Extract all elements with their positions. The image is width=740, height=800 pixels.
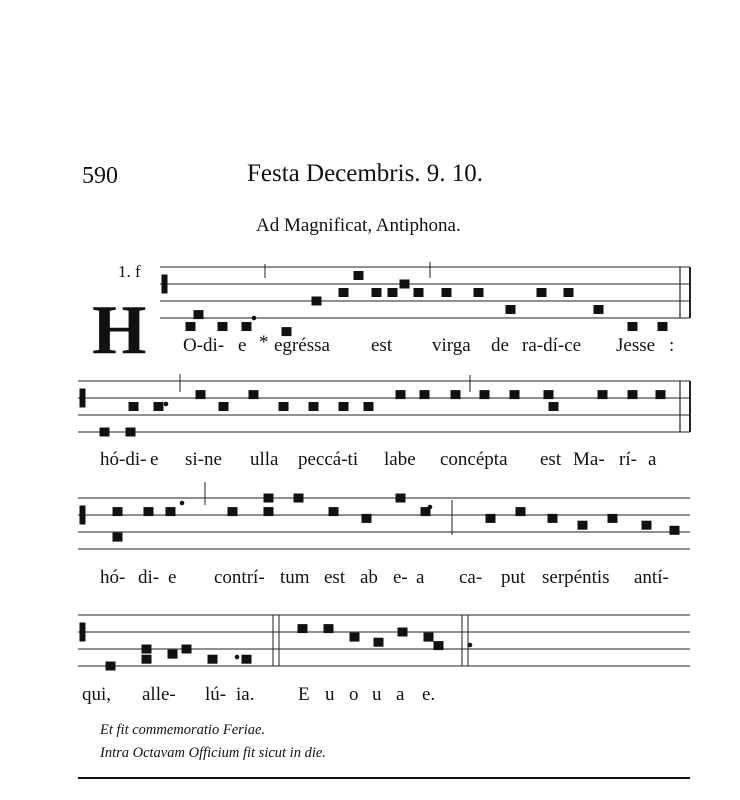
- neume-note: [126, 428, 135, 436]
- neume-note: [451, 391, 460, 399]
- neume-note: [279, 403, 288, 411]
- neume-note: [196, 391, 205, 399]
- c-clef: [162, 275, 167, 293]
- mode-marking: 1. f: [118, 262, 141, 281]
- neume-note: [166, 508, 175, 516]
- syllable: hó-di-: [100, 449, 147, 470]
- neume-note: [219, 403, 228, 411]
- neume-note: [154, 403, 163, 411]
- neume-note: [480, 391, 489, 399]
- syllable: ia.: [236, 684, 255, 705]
- neume-note: [208, 655, 217, 663]
- neume-note: [354, 272, 363, 280]
- neume-note: [228, 508, 237, 516]
- neume-note: [628, 323, 637, 331]
- neume-note: [242, 323, 251, 331]
- neume-note: [398, 628, 407, 636]
- syllable: put: [501, 567, 526, 588]
- neume-note: [510, 391, 519, 399]
- syllable: ulla: [250, 449, 279, 470]
- syllable: Jesse: [616, 335, 656, 356]
- neume-note: [388, 289, 397, 297]
- syllable: e-: [393, 567, 408, 588]
- neume-note: [144, 508, 153, 516]
- mora-dot: [235, 655, 239, 659]
- syllable: a: [416, 567, 425, 588]
- neume-note: [424, 633, 433, 641]
- syllable: antí-: [634, 567, 669, 588]
- neume-note: [537, 289, 546, 297]
- neume-note: [242, 655, 251, 663]
- neume-note: [264, 494, 273, 502]
- c-clef: [80, 389, 85, 407]
- syllable: a: [396, 684, 405, 705]
- initial-letter: H: [92, 292, 147, 369]
- neume-note: [362, 514, 371, 522]
- neume-note: [656, 391, 665, 399]
- syllable: O-di-: [183, 335, 225, 356]
- syllable: ra-dí-ce: [522, 335, 582, 356]
- neume-note: [486, 514, 495, 522]
- syllable: e.: [422, 684, 436, 705]
- neume-note: [442, 289, 451, 297]
- bottom-rule: [78, 777, 690, 779]
- syllable: peccá-ti: [298, 449, 359, 470]
- mora-dot: [419, 290, 423, 294]
- neume-note: [658, 323, 667, 331]
- neume-note: [628, 391, 637, 399]
- neume-note: [168, 650, 177, 658]
- neume-note: [142, 655, 151, 663]
- neume-note: [339, 289, 348, 297]
- asterisk: *: [259, 332, 269, 353]
- neume-note: [350, 633, 359, 641]
- neume-note: [106, 662, 115, 670]
- rubric-line-1: Et fit commemoratio Feriae.: [100, 722, 266, 738]
- mora-dot: [468, 643, 472, 647]
- neume-note: [372, 289, 381, 297]
- syllable: rí-: [619, 449, 637, 470]
- mora-dot: [180, 501, 184, 505]
- syllable: labe: [384, 449, 416, 470]
- mora-dot: [164, 402, 168, 406]
- neume-note: [400, 280, 409, 288]
- neume-note: [544, 391, 553, 399]
- neume-note: [324, 625, 333, 633]
- neume-note: [186, 323, 195, 331]
- syllable: lú-: [205, 684, 227, 705]
- neume-note: [598, 391, 607, 399]
- mora-dot: [428, 505, 432, 509]
- syllable: hó-: [100, 567, 126, 588]
- c-clef: [80, 623, 85, 641]
- neume-note: [474, 289, 483, 297]
- syllable: est: [371, 335, 393, 356]
- syllable: serpéntis: [542, 567, 610, 588]
- page-number: 590: [82, 163, 118, 189]
- syllable: de: [491, 335, 509, 356]
- neume-note: [113, 508, 122, 516]
- neume-note: [642, 521, 651, 529]
- syllable: di-: [138, 567, 160, 588]
- syllable: E: [298, 684, 310, 705]
- syllable: a: [648, 449, 657, 470]
- c-clef: [80, 506, 85, 524]
- page-title: Festa Decembris. 9. 10.: [247, 160, 484, 187]
- colon: :: [669, 335, 675, 356]
- neume-note: [339, 403, 348, 411]
- neume-note: [264, 508, 273, 516]
- syllable: ca-: [459, 567, 483, 588]
- neume-note: [194, 311, 203, 319]
- neume-note: [548, 514, 557, 522]
- syllable: concépta: [440, 449, 508, 470]
- neume-note: [516, 508, 525, 516]
- syllable: e: [150, 449, 159, 470]
- neume-note: [298, 625, 307, 633]
- neume-note: [100, 428, 109, 436]
- syllable: Ma-: [573, 449, 605, 470]
- neume-note: [129, 403, 138, 411]
- neume-note: [312, 297, 321, 305]
- neume-note: [309, 403, 318, 411]
- neume-note: [374, 638, 383, 646]
- syllable: est: [540, 449, 562, 470]
- neume-note: [329, 508, 338, 516]
- neume-note: [594, 306, 603, 314]
- syllable: virga: [432, 335, 471, 356]
- neume-note: [506, 306, 515, 314]
- antiphon-heading: Ad Magnificat, Antiphona.: [256, 215, 461, 236]
- syllable: si-ne: [185, 449, 222, 470]
- neume-note: [364, 403, 373, 411]
- neume-note: [396, 391, 405, 399]
- syllable: e: [168, 567, 177, 588]
- neume-note: [564, 289, 573, 297]
- neume-note: [113, 533, 122, 541]
- syllable: u: [372, 684, 382, 705]
- neume-note: [396, 494, 405, 502]
- syllable: alle-: [142, 684, 176, 705]
- neume-note: [294, 494, 303, 502]
- neume-note: [608, 514, 617, 522]
- neume-note: [670, 526, 679, 534]
- neume-note: [420, 391, 429, 399]
- mora-dot: [252, 316, 256, 320]
- neume-note: [182, 645, 191, 653]
- syllable: o: [349, 684, 359, 705]
- syllable: e: [238, 335, 247, 356]
- neume-note: [218, 323, 227, 331]
- syllable: qui,: [82, 684, 112, 705]
- neume-note: [142, 645, 151, 653]
- rubric-line-2: Intra Octavam Officium fit sicut in die.: [100, 745, 326, 761]
- neume-note: [249, 391, 258, 399]
- neume-note: [578, 521, 587, 529]
- syllable: contrí-: [214, 567, 265, 588]
- neume-note: [434, 642, 443, 650]
- syllable: u: [325, 684, 335, 705]
- neume-note: [549, 403, 558, 411]
- syllable: ab: [360, 567, 378, 588]
- syllable: tum: [280, 567, 310, 588]
- syllable: est: [324, 567, 346, 588]
- syllable: egréssa: [274, 335, 330, 356]
